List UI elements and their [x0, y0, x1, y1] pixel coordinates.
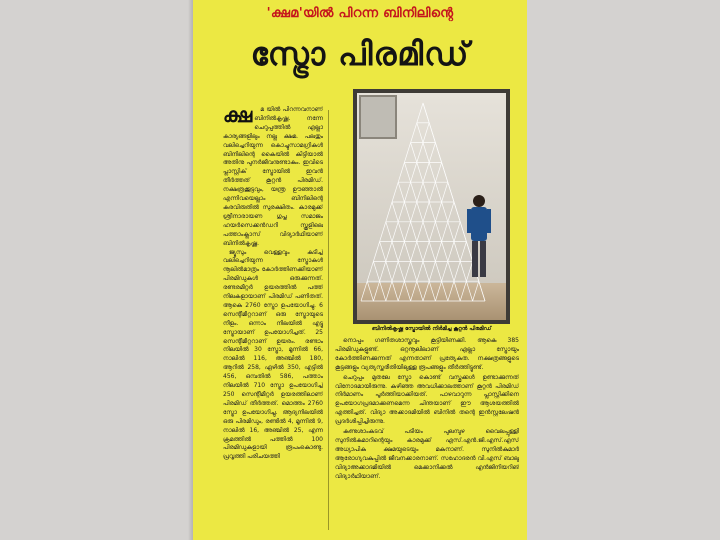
article-column-left: [223, 106, 323, 526]
newspaper-clipping: [193, 0, 527, 540]
article-headline: സ്ട്രോ പിരമിഡ്: [250, 35, 470, 73]
column-divider: [328, 110, 329, 530]
article-kicker: 'ക്ഷമ'യിൽ പിറന്ന ബിനിലിന്റെ: [266, 6, 454, 21]
straw-pyramid-illustration: [353, 89, 510, 324]
left-paragraph-1: മ യിൽ പിറന്നവനാണ് ബിനിൽകൃഷ്ണ. നന്നേ ചെറുപ്പത്തിൽ എല്ലാ കാര്യങ്ങളിലും നല്ല ക്ഷമ. പലതും വലിച്ചെറിയുന്ന കൊച്ചുസാമഗ്രികൾ ബിനിലിന്റെ കൈയിൽ കിട്ടിയാൽ അതിനു പുനർജീവനുണ്ടാകും. ഇവിടെ പ്ലാസ്റ്റിക് സ്ട്രോയിൽ ഇവൻ തീർത്തത് കൂറ്റൻ പിരമിഡ്. നക്ഷത്രക്കൂട്ടവും, യന്ത്ര ഊഞ്ഞാൽ എന്നിവയെല്ലാം ബിനിലിന്റെ കരവിരുതിൽ സുരക്ഷിതം. കാരമുക്ക് ശ്രീനാരായണ ഗുപ്ത സമാജം ഹയർസെക്കൻഡറി സ്കൂളിലെ പത്താംക്ലാസ് വിദ്യാർഥിയാണ് ബിനിൽകൃഷ്ണ.: [223, 106, 323, 247]
drop-cap: ക്ഷ: [223, 106, 253, 127]
photo-caption: ബിനിൽകൃഷ്ണ സ്ട്രോയിൽ നിർമിച്ച കൂറ്റൻ പിരമിഡ്: [371, 326, 492, 332]
right-paragraph-2: ചെറുപ്പം മുതലേ സ്ട്രോ കൊണ്ട് വസ്തുക്കൾ ഉണ്ടാക്കുന്നത് വിനോദമായിരുന്നു. കഴിഞ്ഞ അവധിക്കാലത്താണ് കൂറ്റൻ പിരമിഡ് നിർമാണം പൂർത്തിയാക്കിയത്. പാഴവാറുന്ന പ്ലാസ്റ്റിക്കിനെ ഉപയോഗപ്രദമാക്കണമെന്ന ചിന്തയാണ് ഈ ആശയത്തിൽ എത്തിച്ചത്. വിദ്യാ അക്കാദമിയിൽ ബിനിൽ തന്റെ ഇൻസ്റ്റലേഷൻ പ്രദർശിപ്പിച്ചിരുന്നു.: [335, 373, 519, 426]
right-paragraph-1: നൊപ്പം ഗണിതശാസ്ത്രവും കൂട്ടിയിണക്കി. ആകെ 385 പിരമിഡുകളുണ്ട്. ഒറ്റനൂലിലാണ് എല്ലാ സ്ട്രോയും കോർത്തിണക്കുന്നത് എന്നതാണ് പ്രത്യേകത. നക്ഷത്രങ്ങളുടെ കൂട്ടങ്ങളും വ്യത്യസ്തരീതിയിലുള്ള രൂപങ്ങളും തീർത്തിട്ടുണ്ട്.: [335, 337, 519, 371]
left-paragraph-2: ജ്യൂസും വെള്ളവും കുടിച്ച് വലിച്ചെറിയുന്ന സ്ട്രോകൾ നൂലിൽമാത്രം കോർത്തിണക്കിയാണ് പിരമിഡുകൾ ഒരുക്കുന്നത്. രണ്ടരമീറ്റർ ഉയരത്തിൽ പത്ത് നിലകളായാണ് പിരമിഡ് പണിതത്. ആകെ 2760 സ്ട്രോ ഉപയോഗിച്ചു. 6 സെന്റീമീറ്ററാണ് ഒരു സ്ട്രോയുടെ നീളം. ഒന്നാം നിലയിൽ എട്ടു സ്ട്രോയാണ് ഉപയോഗിച്ചത്. 25 സെന്റീമീറ്ററാണ് ഉയരം. രണ്ടാം നിലയിൽ 30 സ്ട്രോ, മൂന്നിൽ 66, നാലിൽ 116, അഞ്ചിൽ 180, ആറിൽ 258, ഏഴിൽ 350, എട്ടിൽ 456, ഒമ്പതിൽ 586, പത്താം നിലയിൽ 710 സ്ട്രോ ഉപയോഗിച്ച് 250 സെന്റീമീറ്റർ ഉയരത്തിലാണ് പിരമിഡ് തീർത്തത്. മൊത്തം 2760 സ്ട്രോ ഉപയോഗിച്ചു. ആദ്യനിലയിൽ ഒരു പിരമിഡും, രണ്ടിൽ 4, മൂന്നിൽ 9, നാലിൽ 16, അഞ്ചിൽ 25, എന്ന ക്രമത്തിൽ പത്തിൽ 100 പിരമിഡുകളായി രൂപംകൊണ്ടു. പ്രവൃത്തി പരിചയത്തി: [223, 248, 323, 461]
article-photo: [353, 89, 510, 324]
article-column-right: [335, 337, 519, 532]
boy-figure: [467, 195, 491, 277]
right-paragraph-3: കണ്ടശാംകടവ് പടിയം പുലമ്പുഴ വൈലപ്പുള്ളി സുനിൽകുമാറിന്റെയും കാരമുക്ക് എസ്.എൻ.ജി.എസ്.എസ് അധ്യാപിക ക്ഷമയുടെയും മകനാണ്. സുനിൽകുമാർ ആരോഗ്യവകുപ്പിൽ ജീവനക്കാരനാണ്. സഹോദരൻ വി.എസ് ബാലു വിദ്യാഅക്കാദമിയിൽ മെക്കാനിക്കൽ എൻജിനിയറിങ് വിദ്യാർഥിയാണ്.: [335, 428, 519, 480]
